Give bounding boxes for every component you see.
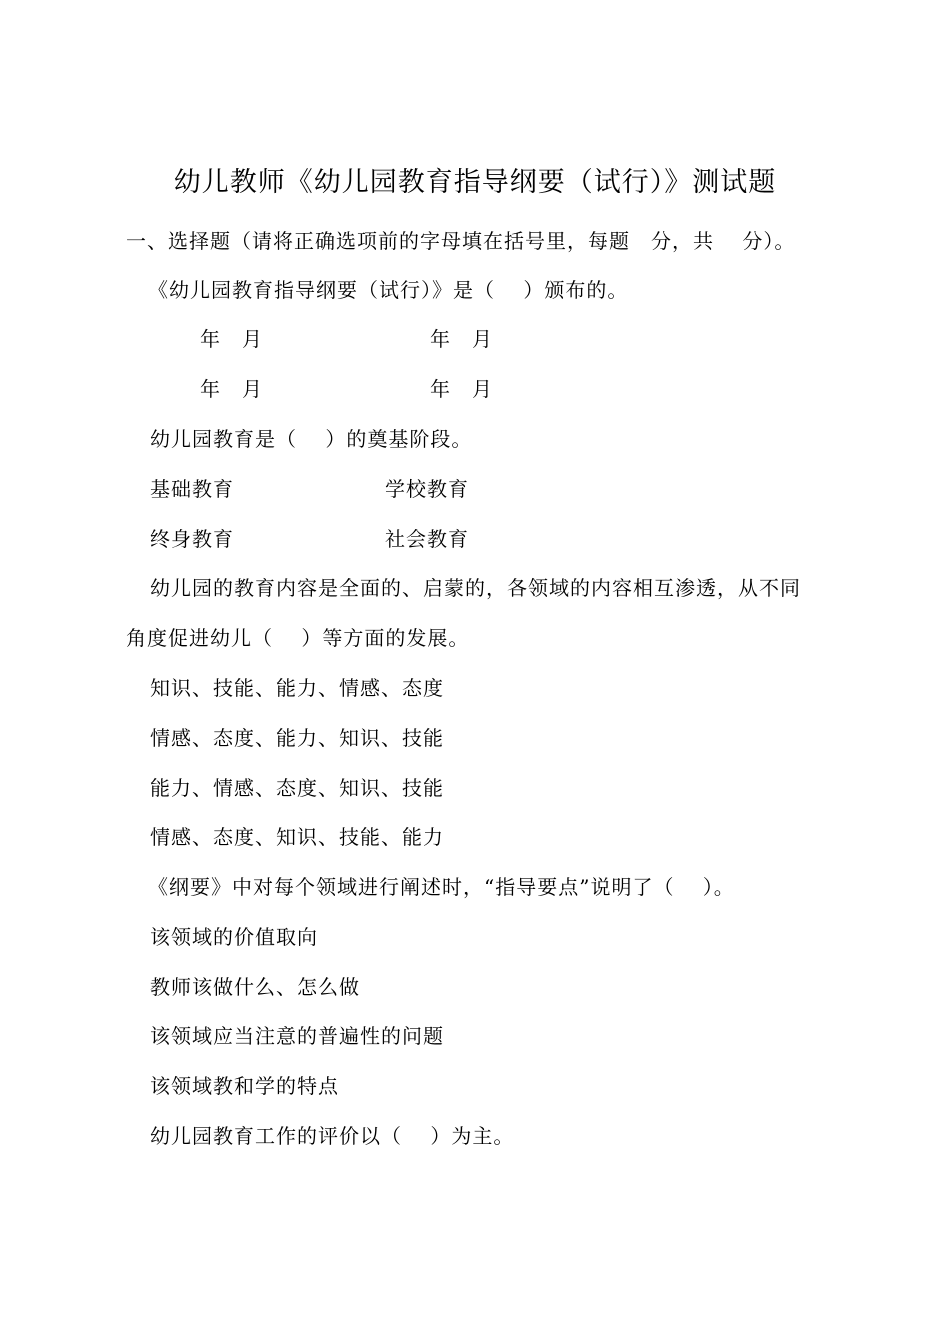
question-1-option-c: 年 月: [200, 377, 263, 401]
question-2-option-b: 学校教育: [385, 477, 469, 501]
question-5-stem: 幼儿园教育工作的评价以（ ）为主。: [150, 1124, 515, 1148]
document-title: 幼儿教师《幼儿园教育指导纲要（试行）》测试题: [173, 167, 777, 198]
question-4-option-d: 该领域教和学的特点: [150, 1074, 339, 1098]
question-1-stem: 《幼儿园教育指导纲要（试行）》是（ ）颁布的。: [148, 278, 629, 302]
question-4-option-a: 该领域的价值取向: [150, 925, 318, 949]
question-2-option-d: 社会教育: [385, 527, 469, 551]
question-1-option-b: 年 月: [430, 327, 493, 351]
question-4-option-c: 该领域应当注意的普遍性的问题: [150, 1024, 444, 1048]
question-3-option-b: 情感、态度、能力、知识、技能: [150, 726, 444, 750]
question-2-option-a: 基础教育: [150, 477, 234, 501]
question-4-option-b: 教师该做什么、怎么做: [150, 975, 360, 999]
question-2-option-c: 终身教育: [150, 527, 234, 551]
question-3-option-d: 情感、态度、知识、技能、能力: [150, 825, 444, 849]
question-3-stem-line-1: 幼儿园的教育内容是全面的、启蒙的，各领域的内容相互渗透，从不同: [150, 576, 801, 600]
question-3-stem-line-2: 角度促进幼儿（ ）等方面的发展。: [126, 626, 470, 650]
question-3-option-c: 能力、情感、态度、知识、技能: [150, 776, 444, 800]
question-1-option-d: 年 月: [430, 377, 493, 401]
question-3-option-a: 知识、技能、能力、情感、态度: [150, 676, 444, 700]
question-2-stem: 幼儿园教育是（ ）的奠基阶段。: [150, 427, 473, 451]
question-1-option-a: 年 月: [200, 327, 263, 351]
section-heading: 一、选择题（请将正确选项前的字母填在括号里，每题 分，共 分）。: [126, 229, 796, 253]
question-4-stem: 《纲要》中对每个领域进行阐述时，“指导要点”说明了（ ）。: [148, 875, 735, 899]
